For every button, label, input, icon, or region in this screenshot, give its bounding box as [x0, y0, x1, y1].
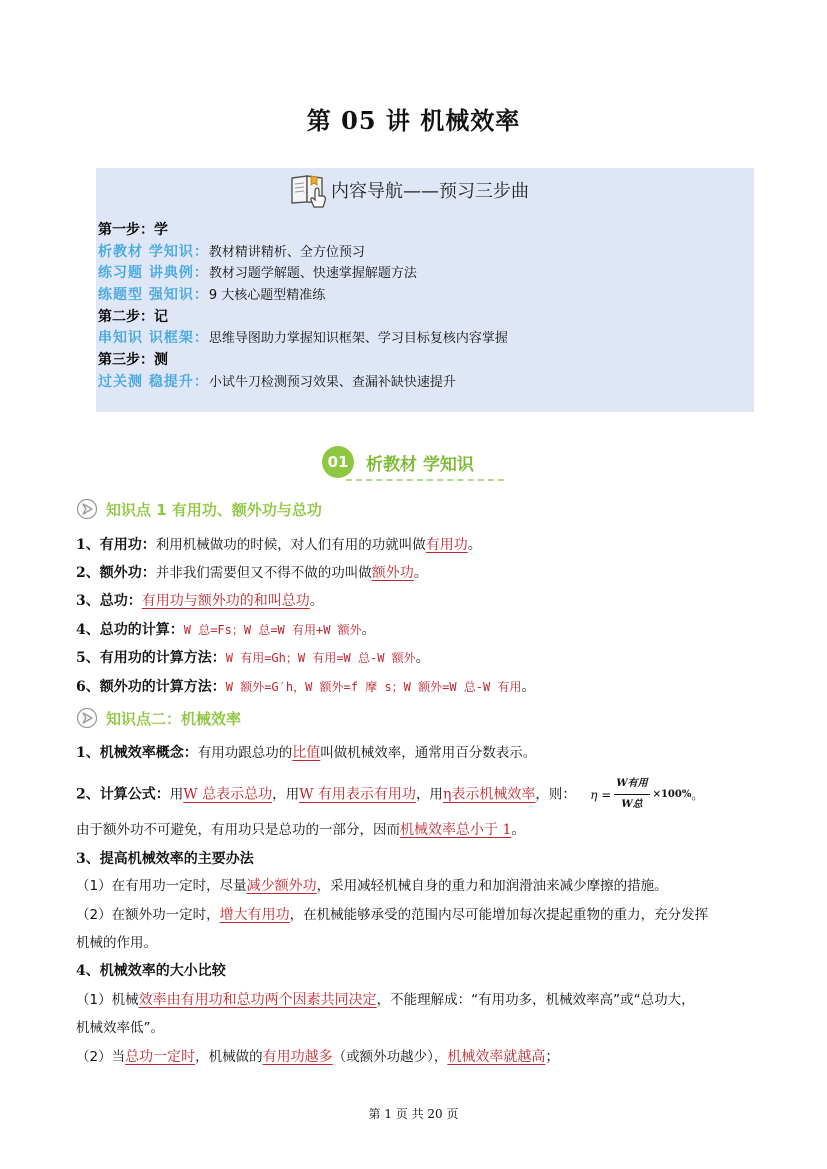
improve-method-2-cont: 机械的作用。 [76, 935, 157, 951]
item-useful-work: 1、有用功：利用机械做功的时候，对人们有用的功就叫做有用功。 [76, 537, 482, 553]
item-total-work: 3、总功：有用功与额外功的和叫总功。 [76, 593, 324, 609]
efficiency-fraction: η = $\frac{\text{W有用}}{\text{W总}}$ ×100% 。 [590, 774, 703, 815]
compare-point-1-cont: 机械效率低”。 [76, 1020, 164, 1036]
improve-method-1: （1）在有用功一定时，尽量减少额外功，采用减轻机械自身的重力和加润滑油来减少摩擦的措施。 [76, 878, 668, 894]
efficiency-concept: 1、机械效率概念：有用功跟总功的比值叫做机械效率，通常用百分数表示。 [76, 745, 537, 761]
arrow-circle-icon [76, 707, 98, 729]
nav-line: 练题型 强知识：9 大核心题型精准练 [98, 287, 326, 304]
nav-step-1: 第一步：学 [98, 222, 168, 238]
section-title: 析教材 学知识 [366, 455, 474, 475]
nav-header [289, 172, 529, 208]
page-footer: 第 1 页 共 20 页 [368, 1107, 459, 1121]
nav-step-3: 第三步：测 [98, 352, 168, 369]
compare-point-1: （1）机械效率由有用功和总功两个因素共同决定，不能理解成：“有用功多，机械效率高”或“总功大， [76, 992, 695, 1008]
improve-method-2: （2）在额外功一定时，增大有用功，在机械能够承受的范围内尽可能增加每次提起重物的重力，充分发挥 [76, 907, 709, 923]
item-extra-work-formula: 6、额外功的计算方法：W 额外=G′h，W 额外=f 摩 s；W 额外=W 总-W 有用。 [76, 679, 536, 695]
content-navigation-box [96, 168, 754, 412]
efficiency-less-than-one: 由于额外功不可避免，有用功只是总功的一部分，因而机械效率总小于 1。 [76, 822, 526, 838]
nav-line: 串知识 识框架：思维导图助力掌握知识框架、学习目标复核内容掌握 [98, 330, 508, 347]
knowledge-point-1-heading: 知识点 1 有用功、额外功与总功 [76, 498, 322, 520]
page-title: 第 05 讲 机械效率 [306, 106, 521, 135]
compare-point-2: （2）当总功一定时，机械做的有用功越多（或额外功越少），机械效率就越高； [76, 1049, 560, 1065]
item-extra-work: 2、额外功：并非我们需要但又不得不做的功叫做额外功。 [76, 565, 428, 581]
section-number-badge: 01 [322, 446, 354, 478]
nav-title: 内容导航——预习三步曲 [331, 181, 529, 202]
heading-compare-efficiency: 4、机械效率的大小比较 [76, 963, 226, 979]
nav-line: 析教材 学知识：教材精讲精析、全方位预习 [98, 243, 365, 260]
nav-lines [98, 220, 508, 394]
arrow-circle-icon [76, 498, 98, 520]
nav-line: 过关测 稳提升：小试牛刀检测预习效果、查漏补缺快速提升 [98, 373, 456, 390]
nav-step-2: 第二步：记 [98, 308, 168, 325]
knowledge-point-2-heading: 知识点二：机械效率 [76, 707, 241, 729]
item-useful-work-formula: 5、有用功的计算方法：W 有用=Gh；W 有用=W 总-W 额外。 [76, 650, 430, 666]
item-total-work-formula: 4、总功的计算：W 总=Fs；W 总=W 有用+W 额外。 [76, 622, 376, 638]
heading-improve-efficiency: 3、提高机械效率的主要办法 [76, 851, 254, 867]
nav-line: 练习题 讲典例：教材习题学解题、快速掌握解题方法 [98, 265, 417, 282]
book-hand-icon [289, 172, 329, 208]
efficiency-formula: 2、计算公式：用W 总表示总功，用W 有用表示有用功，用η表示机械效率，则： η = $\frac{\text{W有用}}{\text{W总}}$ ×100% 。 [76, 774, 703, 815]
section-divider [346, 479, 504, 481]
